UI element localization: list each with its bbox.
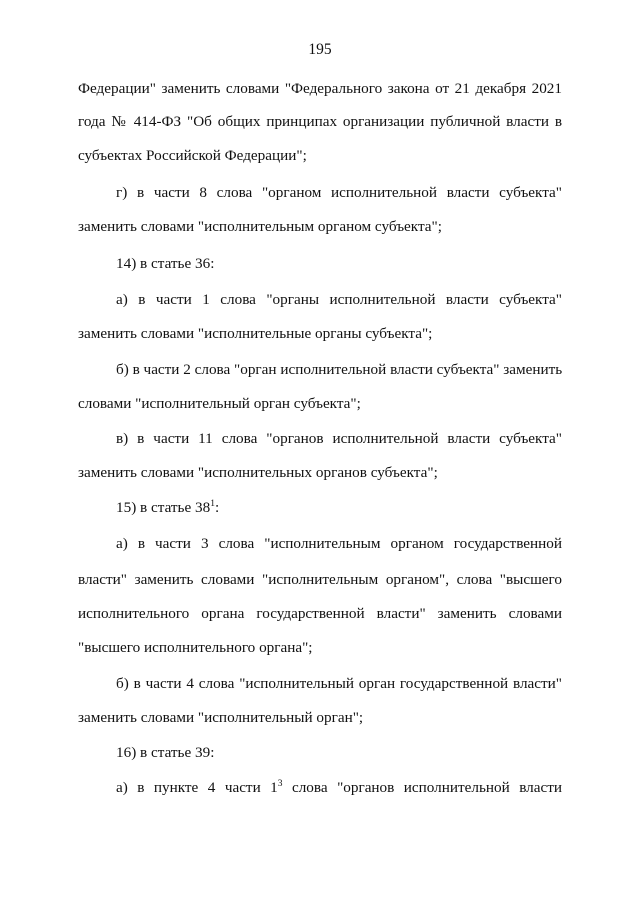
list-item-heading: 14) в статье 36: [116,255,215,272]
text-line: субъектах Российской Федерации"; [78,147,307,164]
text-line: заменить словами "исполнительные органы субъекта"; [78,325,433,342]
text-line: заменить словами "исполнительных органов субъекта"; [78,464,438,481]
text-line: г) в части 8 слова "органом исполнительной власти субъекта" [116,184,562,201]
text-line: "высшего исполнительного органа"; [78,639,313,656]
text-line: года № 414-ФЗ "Об общих принципах организации публичной власти в [78,113,562,130]
text-segment: слова "органов исполнительной власти [291,779,562,796]
list-item-heading: 16) в статье 39: [116,744,215,761]
text-line: б) в части 2 слова "орган исполнительной власти субъекта" заменить [116,361,563,378]
superscript: 1 [210,499,215,509]
heading-text: 15) в статье 38 [116,499,211,516]
text-line: в) в части 11 слова "органов исполнительной власти субъекта" [116,430,562,447]
text-line: словами "исполнительный орган субъекта"; [78,395,361,412]
text-line: заменить словами "исполнительным органом субъекта"; [78,218,442,235]
text-line: а) в части 3 слова "исполнительным органом государственной [116,535,562,552]
page-number: 195 [308,41,332,58]
text-line: исполнительного органа государственной власти" заменить словами [78,605,562,622]
text-line: а) в части 1 слова "органы исполнительной власти субъекта" [116,291,562,308]
text-line: заменить словами "исполнительный орган"; [78,709,364,726]
text-segment: а) в пункте 4 части 1 [116,779,278,796]
text-line [116,777,562,799]
list-item-heading [116,497,562,519]
superscript: 3 [277,779,283,789]
text-line: б) в части 4 слова "исполнительный орган государственной власти" [116,675,562,692]
text-line: власти" заменить словами "исполнительным органом", слова "высшего [78,571,562,588]
heading-colon: : [214,499,220,516]
text-line: Федерации" заменить словами "Федерального закона от 21 декабря 2021 [78,80,562,97]
